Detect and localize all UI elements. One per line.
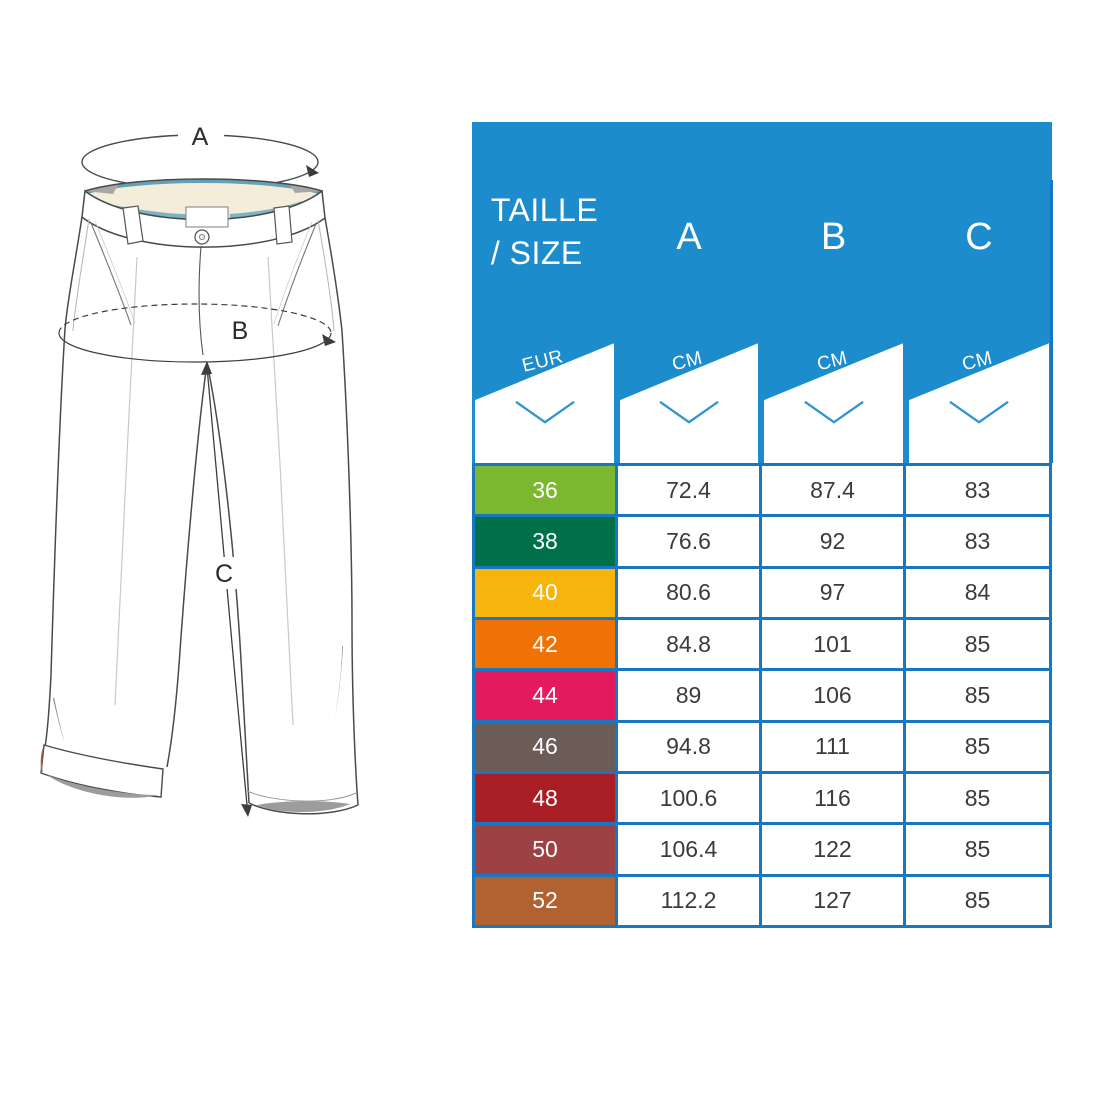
size-table [472, 463, 1052, 928]
value-cell: 84 [906, 569, 1049, 617]
chevron-down-icon [948, 399, 1010, 426]
size-cell: 48 [475, 774, 615, 822]
value-cell: 101 [762, 620, 903, 668]
unit-label-eur: EUR [519, 346, 566, 377]
value-cell: 106 [762, 671, 903, 719]
value-cell: 100.6 [618, 774, 759, 822]
value-cell: 85 [906, 671, 1049, 719]
unit-label-cm: CM [669, 347, 705, 376]
value-cell: 127 [762, 877, 903, 925]
size-cell: 52 [475, 877, 615, 925]
subheader-b-unit [761, 342, 906, 463]
size-cell: 50 [475, 825, 615, 873]
arrowhead-c-bottom [241, 804, 252, 817]
diagram-label-b: B [231, 317, 249, 345]
value-cell: 89 [618, 671, 759, 719]
size-cell: 42 [475, 620, 615, 668]
value-cell: 97 [762, 569, 903, 617]
column-header-a: A [676, 215, 702, 258]
value-cell: 122 [762, 825, 903, 873]
size-cell: 46 [475, 723, 615, 771]
value-cell: 85 [906, 620, 1049, 668]
chevron-down-icon [514, 399, 576, 426]
size-cell: 38 [475, 517, 615, 565]
cuff-left [41, 745, 163, 797]
table-header-banner [472, 122, 1052, 463]
value-cell: 85 [906, 774, 1049, 822]
value-cell: 85 [906, 877, 1049, 925]
chevron-down-icon [658, 399, 720, 426]
value-cell: 87.4 [762, 466, 903, 514]
value-cell: 116 [762, 774, 903, 822]
header-row [472, 122, 1052, 342]
size-cell: 40 [475, 569, 615, 617]
unit-label-cm: CM [814, 347, 850, 376]
title-line-2: / SIZE [490, 235, 583, 271]
value-cell: 83 [906, 466, 1049, 514]
value-cell: 80.6 [618, 569, 759, 617]
chevron-down-icon [803, 399, 865, 426]
header-right-border [1050, 180, 1053, 463]
title-line-1: TAILLE [490, 191, 599, 228]
unit-label-cm: CM [959, 347, 995, 376]
column-header-b: B [820, 215, 847, 258]
value-cell: 94.8 [618, 723, 759, 771]
pants-size-diagram [25, 105, 455, 835]
size-cell: 36 [475, 466, 615, 514]
value-cell: 85 [906, 825, 1049, 873]
diagram-label-c: C [214, 560, 234, 588]
pocket-left [91, 223, 131, 325]
diagram-label-a: A [191, 123, 209, 151]
value-cell: 72.4 [618, 466, 759, 514]
value-cell: 111 [762, 723, 903, 771]
size-cell: 44 [475, 671, 615, 719]
value-cell: 83 [906, 517, 1049, 565]
subheader-a-unit [617, 342, 761, 463]
value-cell: 76.6 [618, 517, 759, 565]
subheader-c-unit [906, 342, 1052, 463]
value-cell: 112.2 [618, 877, 759, 925]
value-cell: 84.8 [618, 620, 759, 668]
header-title-cell [472, 122, 617, 342]
hip-measure-ellipse [59, 304, 331, 333]
arrowhead-c-top [201, 361, 212, 375]
subheader-size-unit [472, 342, 617, 463]
value-cell: 92 [762, 517, 903, 565]
arrowhead-b [322, 334, 336, 346]
unit-row [472, 342, 1052, 463]
column-header-c: C [965, 215, 993, 258]
fly-seam [199, 246, 203, 355]
belt-loop-right [274, 206, 292, 244]
value-cell: 106.4 [618, 825, 759, 873]
value-cell: 85 [906, 723, 1049, 771]
